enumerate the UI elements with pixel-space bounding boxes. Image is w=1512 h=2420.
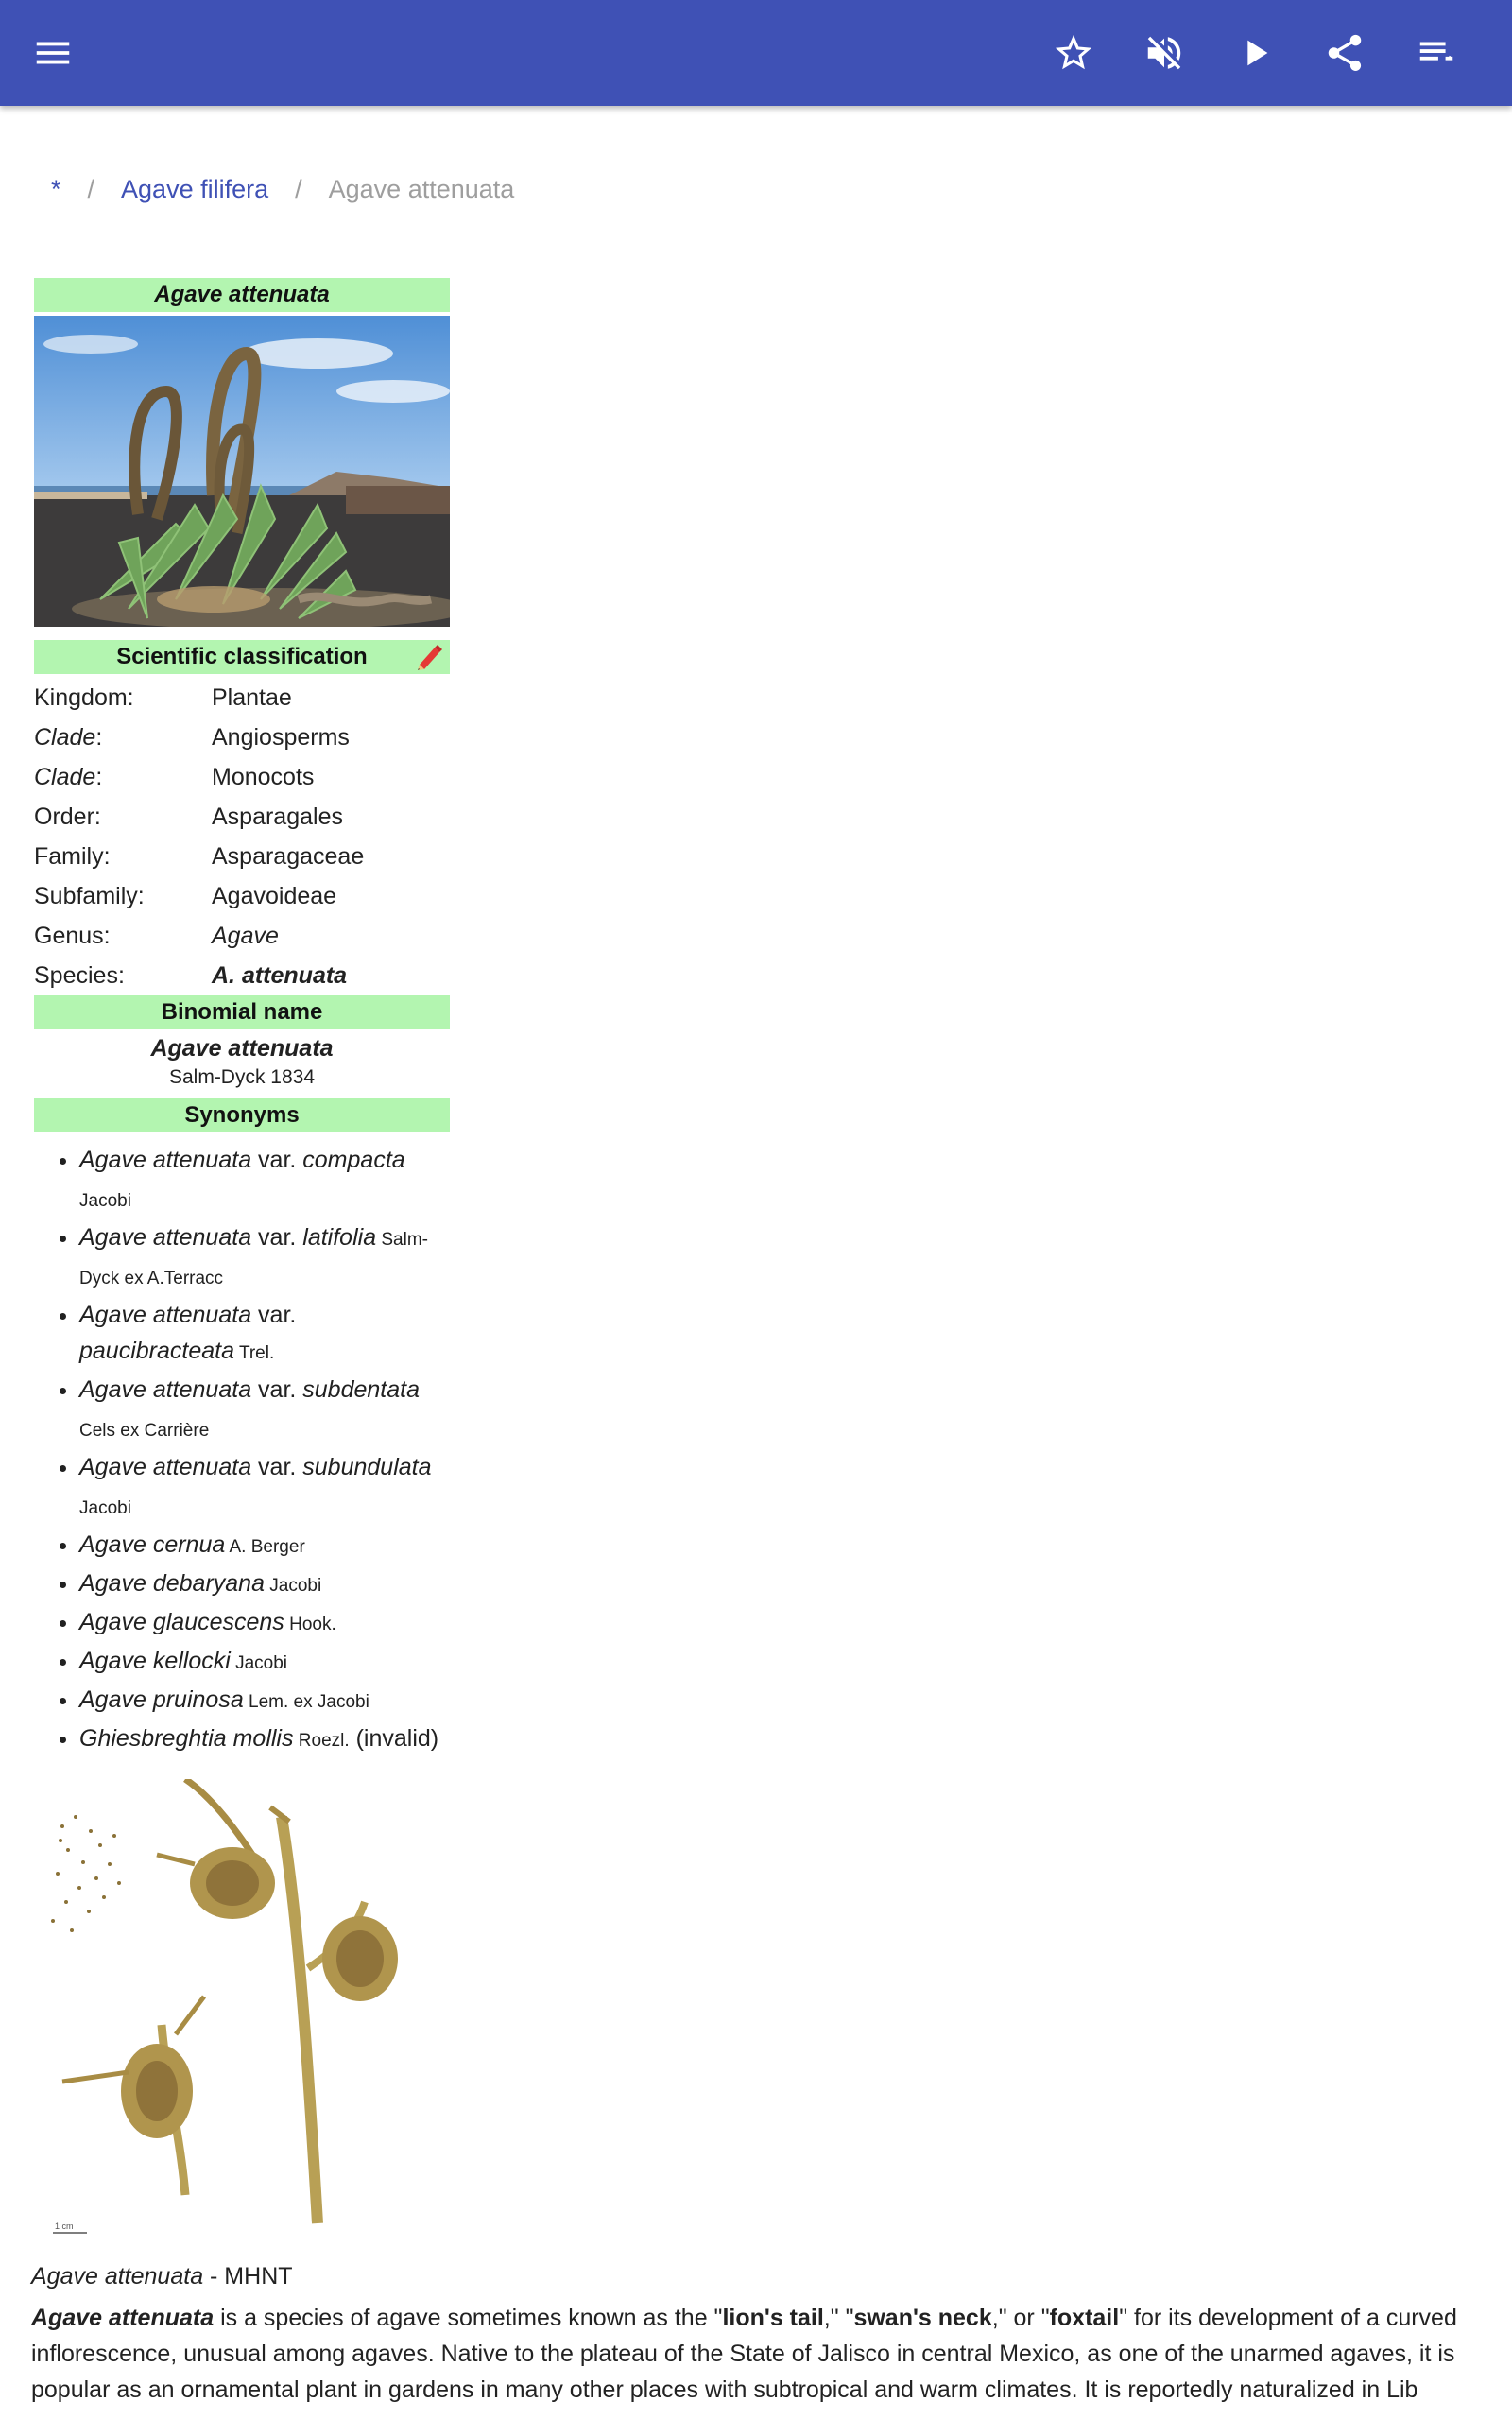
- synonym-epithet: subdentata: [302, 1376, 420, 1403]
- synonym-name: Agave attenuata: [79, 1224, 252, 1251]
- article-text: is a species of agave sometimes known as the ": [214, 2305, 723, 2331]
- taxon-rank: Kingdom:: [34, 683, 134, 711]
- synonym-name: Agave pruinosa: [79, 1686, 244, 1713]
- scale-bar-label: 1 cm: [55, 2221, 74, 2231]
- common-name: lion's tail: [722, 2305, 824, 2331]
- taxon-rank: Family:: [34, 842, 111, 870]
- taxon-row: [34, 797, 450, 837]
- taxon-rank: Order:: [34, 803, 101, 830]
- menu-button[interactable]: [25, 25, 81, 81]
- synonym-item: [79, 1142, 450, 1219]
- common-name: foxtail: [1049, 2305, 1120, 2331]
- classification-header: [34, 640, 450, 674]
- synonym-name: Agave attenuata: [79, 1302, 252, 1328]
- article-subject: Agave attenuata: [31, 2305, 215, 2331]
- taxon-row: [34, 717, 450, 757]
- synonym-name: Agave glaucescens: [79, 1609, 284, 1635]
- synonym-note: (invalid): [349, 1725, 439, 1752]
- common-name: swan's neck: [853, 2305, 992, 2331]
- taxon-rank: Species:: [34, 961, 125, 989]
- synonym-name: Agave cernua: [79, 1531, 226, 1558]
- share-icon: [1323, 31, 1366, 75]
- article-text: ," or ": [991, 2305, 1050, 2331]
- synonym-item: [79, 1527, 450, 1565]
- synonym-author: Lem. ex Jacobi: [243, 1692, 369, 1712]
- taxon-row: [34, 757, 450, 797]
- taxon-rank-clade[interactable]: Clade: [34, 723, 96, 751]
- breadcrumb-root-link[interactable]: *: [51, 174, 61, 203]
- taxon-row: [34, 837, 450, 876]
- taxobox: [34, 278, 450, 1759]
- agave-photo[interactable]: [34, 316, 450, 627]
- synonym-name: Agave attenuata: [79, 1454, 252, 1480]
- taxon-rank: Genus:: [34, 922, 111, 949]
- synonym-name: Ghiesbreghtia mollis: [79, 1725, 294, 1752]
- play-button[interactable]: [1227, 25, 1283, 81]
- breadcrumb: [51, 168, 514, 210]
- caption-source: - MHNT: [203, 2263, 293, 2290]
- synonym-author: A. Berger: [225, 1537, 305, 1557]
- taxon-rank-colon: :: [95, 763, 103, 790]
- volume-off-icon: [1143, 31, 1186, 75]
- article-text: ," ": [823, 2305, 854, 2331]
- synonym-item: [79, 1565, 450, 1604]
- article-text: " for its development of a curved inflorescence, unusual among agaves. Native to the plateau of the State of Jalisco in central Mexico, as one of the unarmed agaves, it is popular as an ornamental plant in gardens in many other places with subtropical and warm climates. It is reportedly naturalized in Lib: [31, 2305, 1457, 2403]
- synonyms-list: [34, 1142, 450, 1759]
- binomial-header: Binomial name: [34, 995, 450, 1029]
- classification-header-label: Scientific classification: [116, 644, 368, 669]
- synonym-author: Salm-Dyck ex A.Terracc: [79, 1230, 429, 1288]
- synonym-rank: var.: [251, 1454, 303, 1480]
- classification-table: [34, 678, 450, 995]
- taxon-value: Angiosperms: [212, 723, 350, 751]
- synonym-item: [79, 1449, 450, 1527]
- binomial-name: Agave attenuata: [150, 1035, 334, 1062]
- figure-caption: [31, 2263, 293, 2290]
- synonym-author: Cels ex Carrière: [79, 1421, 210, 1441]
- playlist-icon: [1415, 31, 1458, 75]
- synonym-name: Agave kellocki: [79, 1648, 231, 1674]
- breadcrumb-parent-link[interactable]: Agave filifera: [121, 174, 269, 203]
- synonym-epithet: compacta: [302, 1147, 405, 1173]
- taxon-row: [34, 876, 450, 916]
- synonym-name: Agave debaryana: [79, 1570, 265, 1597]
- synonym-author: Hook.: [284, 1615, 336, 1634]
- breadcrumb-separator: /: [87, 174, 95, 203]
- article-body: [31, 2300, 1486, 2408]
- synonym-item: [79, 1372, 450, 1449]
- synonym-item: [79, 1720, 450, 1759]
- synonym-epithet: paucibracteata: [79, 1338, 235, 1364]
- taxon-row: [34, 678, 450, 717]
- contents-button[interactable]: [1408, 25, 1465, 81]
- star-outline-icon: [1052, 31, 1095, 75]
- taxon-rank: Subfamily:: [34, 882, 145, 909]
- taxon-value: Agavoideae: [212, 882, 337, 909]
- share-button[interactable]: [1316, 25, 1373, 81]
- synonym-author: Roezl.: [293, 1731, 350, 1751]
- app-bar: [0, 0, 1512, 106]
- breadcrumb-separator: /: [295, 174, 302, 203]
- binomial-authority: Salm-Dyck 1834: [168, 1066, 316, 1088]
- synonym-item: [79, 1297, 450, 1372]
- synonym-author: Jacobi: [79, 1498, 131, 1518]
- taxon-value: Agave: [212, 922, 279, 949]
- taxon-value: Monocots: [212, 763, 315, 790]
- taxon-value: A. attenuata: [212, 961, 348, 989]
- synonym-author: Jacobi: [230, 1653, 288, 1673]
- synonym-rank: var.: [251, 1224, 303, 1251]
- taxon-rank-clade[interactable]: Clade: [34, 763, 96, 790]
- taxon-rank-colon: :: [95, 723, 103, 751]
- edit-pencil-icon[interactable]: [414, 642, 444, 672]
- taxon-value: Plantae: [212, 683, 292, 711]
- synonym-rank: var.: [251, 1302, 297, 1328]
- synonym-rank: var.: [251, 1147, 303, 1173]
- menu-icon: [31, 31, 75, 75]
- favorite-button[interactable]: [1045, 25, 1102, 81]
- caption-species: Agave attenuata: [31, 2263, 204, 2290]
- taxon-value: Asparagaceae: [212, 842, 365, 870]
- synonym-rank: var.: [251, 1376, 303, 1403]
- article-paragraph: [31, 2300, 1486, 2408]
- synonym-item: [79, 1643, 450, 1682]
- synonyms-header: Synonyms: [34, 1098, 450, 1132]
- synonym-author: Jacobi: [79, 1191, 131, 1211]
- synonym-author: Trel.: [234, 1343, 275, 1363]
- synonym-item: [79, 1219, 450, 1297]
- synonym-item: [79, 1682, 450, 1720]
- taxobox-title: Agave attenuata: [34, 278, 450, 312]
- herbarium-specimen-image[interactable]: [34, 1779, 440, 2242]
- taxon-row: [34, 956, 450, 995]
- play-icon: [1233, 31, 1277, 75]
- taxon-rank: [34, 724, 212, 752]
- synonym-epithet: subundulata: [302, 1454, 432, 1480]
- taxon-row: [34, 916, 450, 956]
- taxon-value: Asparagales: [212, 803, 343, 830]
- synonym-item: [79, 1604, 450, 1643]
- synonym-epithet: latifolia: [302, 1224, 377, 1251]
- synonym-author: Jacobi: [264, 1576, 322, 1596]
- binomial: [34, 1035, 450, 1089]
- mute-button[interactable]: [1136, 25, 1193, 81]
- synonym-name: Agave attenuata: [79, 1147, 252, 1173]
- taxon-rank: [34, 764, 212, 791]
- breadcrumb-current: Agave attenuata: [328, 174, 515, 203]
- synonym-name: Agave attenuata: [79, 1376, 252, 1403]
